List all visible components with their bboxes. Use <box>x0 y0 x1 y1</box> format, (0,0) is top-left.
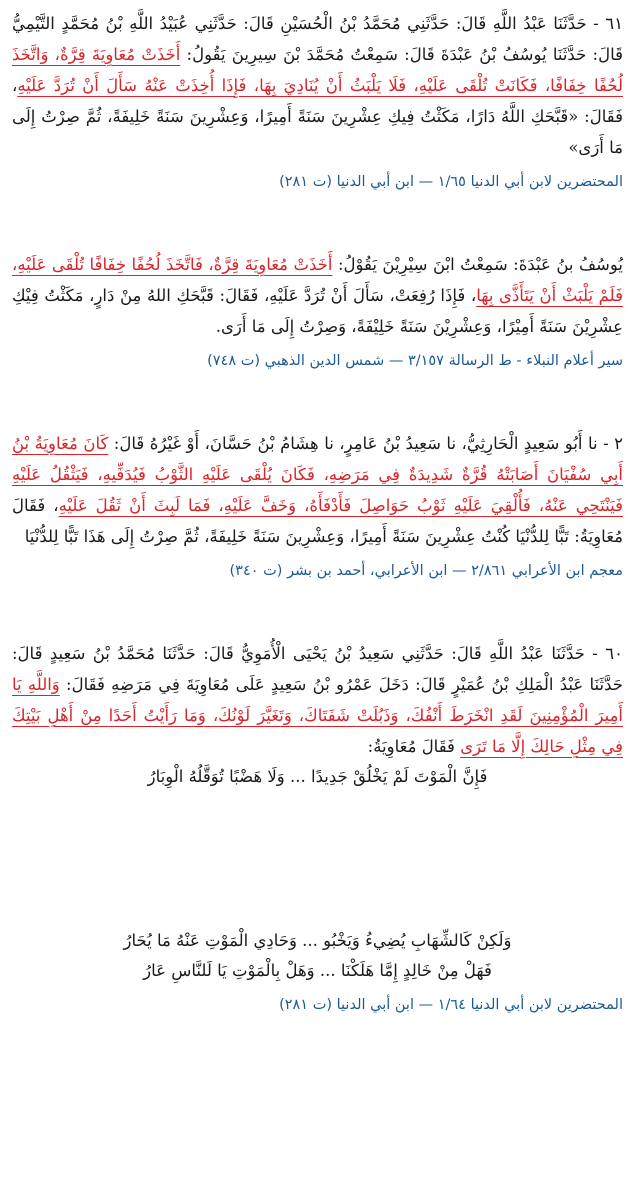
entry-4 <box>12 638 623 792</box>
separator <box>12 792 623 922</box>
source-citation[interactable]: المحتضرين لابن أبي الدنيا ١/٦٥ — ابن أبي الدنيا (ت ٢٨١) <box>279 174 623 190</box>
entry-text <box>12 638 623 762</box>
entry-text <box>12 8 623 163</box>
entry-text <box>12 249 623 342</box>
separator <box>12 193 623 249</box>
poetry-verse: فَإِنَّ الْمَوْتَ لَمْ يَخْلُقْ جَدِيدًا ... وَلَا هَضْبًا تُوَقَّلُهُ الْوِبَارُ <box>147 767 488 786</box>
text-segment: ٦١ - حَدَّثَنَا عَبْدُ اللَّهِ قَالَ: حَدَّثَنِي مُحَمَّدُ بْنُ الْحُسَيْنِ قَالَ: حَدَّثَنِي عُبَيْدُ اللَّهِ بْنُ مُحَمَّدٍ التَّيْمِيُّ قَالَ: حَدَّثَنَا يُوسُفُ بْنُ عَبْدَةَ قَالَ: سَمِعْتُ مُحَمَّدَ بْنَ سِيرِينَ يَقُولُ: <box>12 14 623 64</box>
source-citation[interactable]: سير أعلام النبلاء - ط الرسالة ٣/١٥٧ — شمس الدين الذهبي (ت ٧٤٨) <box>207 353 623 369</box>
text-segment: فَقَالَ مُعَاوِيَةُ: <box>367 737 461 756</box>
text-segment: يُوسُفُ بنُ عَبْدَةَ: سَمِعْتُ ابْنَ سِيْرِيْنَ يَقُوْلُ: <box>332 255 623 274</box>
poetry-verse: فَهَلْ مِنْ خَالِدٍ إِمَّا هَلَكْنَا ... وَهَلْ بِالْمَوْتِ يَا لَلنَّاسِ عَارُ <box>143 961 492 980</box>
text-segment: ، فَإِذَا رُفِعَتْ، سَأَلَ أَنْ تُرَدَّ عَلَيْهِ، فَقَالَ: قَبَّحَكِ اللهُ مِنْ دَارٍ، مَكَثْتُ فِيْكِ عِشْرِيْنَ سَنَةً أَمِيْرًا، وَعِشْرِيْنَ سَنَةً خَلِيْفَةً، وَصِرْتُ إِلَى مَا أَرَى. <box>12 286 623 336</box>
separator <box>12 582 623 638</box>
text-segment: ٦٠ - حَدَّثَنَا عَبْدُ اللَّهِ قَالَ: حَدَّثَنِي سَعِيدُ بْنُ يَحْيَى الْأُمَوِيُّ قَالَ: حَدَّثَنَا مُحَمَّدُ بْنُ سَعِيدٍ قَالَ: حَدَّثَنَا عَبْدُ الْمَلِكِ بْنُ عُمَيْرٍ قَالَ: دَخَلَ عَمْرُو بْنُ سَعِيدٍ عَلَى مُعَاوِيَةَ فِي مَرَضِهِ فَقَالَ: <box>12 644 623 694</box>
entry-1 <box>12 8 623 193</box>
highlighted-text[interactable]: وَاللَّهِ يَا أَمِيرَ الْمُؤْمِنِينَ لَقَدِ انْخَرَطَ أَنْفُكَ، وَذَبُلَتْ شَفَتَاكَ، وَتَغَيَّرَ لَوْنُكَ، وَمَا رَأَيْتُ أَحَدًا مِنْ أَهْلِ بَيْتِكَ فِي مِثْلِ حَالِكَ إِلَّا مَا تَرَى <box>12 675 623 756</box>
highlighted-text[interactable]: أَخَذَتْ مُعَاوِيَةَ قِرَّةٌ، فَاتَّخَذَ لُحُفًا خِفَافًا تُلْقَى عَلَيْهِ، فَلَمْ يَلْبَثْ أَنْ يَتَأَذَّى بِهَا <box>12 255 624 305</box>
source-citation[interactable]: معجم ابن الأعرابي ٢/٨٦١ — ابن الأعرابي، أحمد بن بشر (ت ٣٤٠) <box>229 563 623 579</box>
highlighted-text[interactable]: كَانَ مُعَاوِيَةُ بْنُ أَبِي سُفْيَانَ أَصَابَتْهُ قُرَّةٌ شَدِيدَةٌ فِي مَرَضِهِ، فَكَانَ يُلْقَى عَلَيْهِ الثَّوْبُ فَيُدَفِّيهِ، فَيَثْقُلُ عَلَيْهِ فَيَنْتَحِي عَنْهُ، فَأُلْقِيَ عَلَيْهِ ثَوْبُ حَوَاصِلَ فَأَدْفَأَهُ، وَخَفَّ عَلَيْهِ، فَمَا لَبِثَ أَنْ ثَقُلَ عَلَيْهِ <box>12 434 623 515</box>
separator <box>12 372 623 428</box>
text-segment: ٢ - نا أَبُو سَعِيدٍ الْحَارِثِيُّ، نا سَعِيدُ بْنُ عَامِرٍ، نا هِشَامُ بْنُ حَسَّانَ، أَوْ غَيْرُهُ قَالَ: <box>108 434 623 453</box>
poetry-verse: وَلَكِنْ كَالشِّهَابِ يُضِيءُ وَيَخْبُو ... وَحَادِي الْمَوْتِ عَنْهُ مَا يُحَارُ <box>123 931 512 950</box>
highlighted-text[interactable]: أَخَذَتْ مُعَاوِيَةَ قِرَّةٌ، وَاتَّخَذَ لُحُفًا خِفَافًا، فَكَانَتْ تُلْقَى عَلَيْهِ، فَلَا يَلْبَثُ أَنْ يُنَادِيَ بِهَا، فَإِذَا أُخِذَتْ عَنْهُ سَأَلَ أَنْ تُرَدَّ عَلَيْهِ <box>12 45 623 95</box>
text-segment: ، فَقَالَ: «قَبَّحَكِ اللَّهُ دَارًا، مَكَثْتُ فِيكِ عِشْرِينَ سَنَةً أَمِيرًا، وَعِشْرِينَ سَنَةً خَلِيفَةً، ثُمَّ صِرْتُ إِلَى مَا أَرَى» <box>12 76 623 157</box>
source-citation[interactable]: المحتضرين لابن أبي الدنيا ١/٦٤ — ابن أبي الدنيا (ت ٢٨١) <box>279 997 623 1013</box>
closing-verses <box>12 926 623 1016</box>
entry-text <box>12 428 623 552</box>
entry-3 <box>12 428 623 582</box>
entry-2 <box>12 249 623 372</box>
text-segment: ، فَقَالَ مُعَاوِيَةُ: تَبًّا لِلدُّنْيَا كُنْتُ عِشْرِينَ سَنَةً أَمِيرًا، وَعِشْرِينَ سَنَةً خَلِيفَةً، ثُمَّ صِرْتُ إِلَى هَذَا تَبًّا لِلدُّنْيَا <box>12 496 623 546</box>
